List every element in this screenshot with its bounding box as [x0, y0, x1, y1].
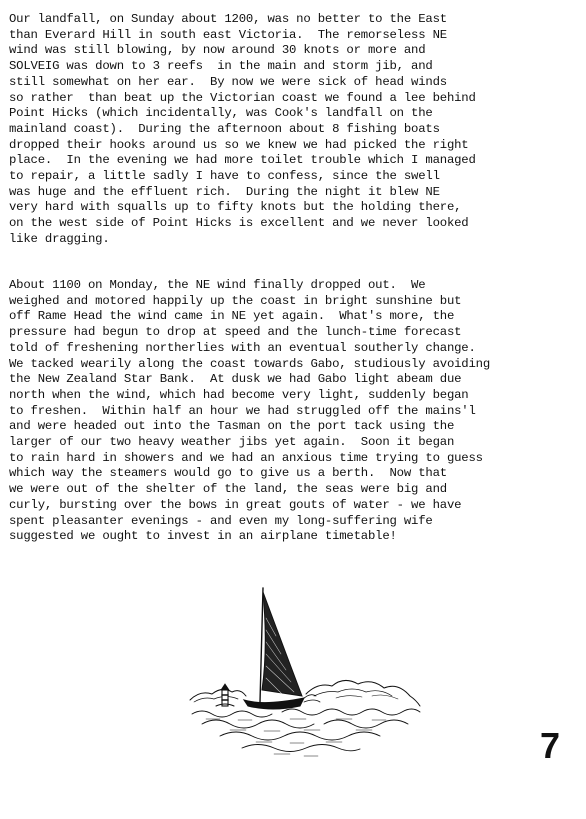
text-line: to rain hard in showers and we had an anxious time trying to guess [9, 450, 483, 465]
text-line: still somewhat on her ear. By now we were sick of head winds [9, 74, 447, 89]
text-line: so rather than beat up the Victorian coast we found a lee behind [9, 90, 476, 105]
text-line: mainland coast). During the afternoon about 8 fishing boats [9, 121, 440, 136]
text-line: off Rame Head the wind came in NE yet again. What's more, the [9, 309, 455, 324]
paragraph-landfall [9, 12, 571, 248]
text-line: weighed and motored happily up the coast in bright sunshine but [9, 293, 462, 308]
text-line: which way the steamers would go to give us a berth. Now that [9, 466, 447, 481]
text-line: suggested we ought to invest in an airplane timetable! [9, 529, 397, 544]
text-line: and were headed out into the Tasman on the port tack using the [9, 419, 455, 434]
text-line: than Everard Hill in south east Victoria. The remorseless NE [9, 27, 447, 42]
sailboat-lighthouse-sketch-icon [186, 578, 426, 768]
text-line: was huge and the effluent rich. During the night it blew NE [9, 184, 440, 199]
text-line: told of freshening northerlies with an eventual southerly change. [9, 340, 476, 355]
page-number: 7 [540, 725, 561, 766]
text-line: Our landfall, on Sunday about 1200, was no better to the East [9, 12, 447, 26]
text-line: to repair, a little sadly I have to confess, since the swell [9, 169, 440, 184]
text-line: SOLVEIG was down to 3 reefs in the main and storm jib, and [9, 59, 433, 74]
text-line: to freshen. Within half an hour we had struggled off the mains'l [9, 403, 476, 418]
text-line: spent pleasanter evenings - and even my long-suffering wife [9, 513, 433, 528]
text-line: the New Zealand Star Bank. At dusk we had Gabo light abeam due [9, 372, 462, 387]
text-line: on the west side of Point Hicks is excellent and we never looked [9, 216, 469, 231]
text-line: north when the wind, which had become very light, suddenly began [9, 387, 469, 402]
text-line: place. In the evening we had more toilet trouble which I managed [9, 153, 476, 168]
text-line: curly, bursting over the bows in great gouts of water - we have [9, 497, 462, 512]
text-line: very hard with squalls up to fifty knots but the holding there, [9, 200, 462, 215]
text-line: We tacked wearily along the coast towards Gabo, studiously avoiding [9, 356, 491, 371]
text-line: like dragging. [9, 231, 110, 246]
text-line: larger of our two heavy weather jibs yet again. Soon it began [9, 435, 455, 450]
text-line: wind was still blowing, by now around 30 knots or more and [9, 43, 426, 58]
text-line: dropped their hooks around us so we knew we had picked the right [9, 137, 469, 152]
text-line: pressure had begun to drop at speed and the lunch-time forecast [9, 325, 462, 340]
text-line: Point Hicks (which incidentally, was Cook's landfall on the [9, 106, 433, 121]
text-line: About 1100 on Monday, the NE wind finally dropped out. We [9, 278, 426, 292]
paragraph-monday [9, 278, 571, 545]
text-line: we were out of the shelter of the land, the seas were big and [9, 482, 447, 497]
